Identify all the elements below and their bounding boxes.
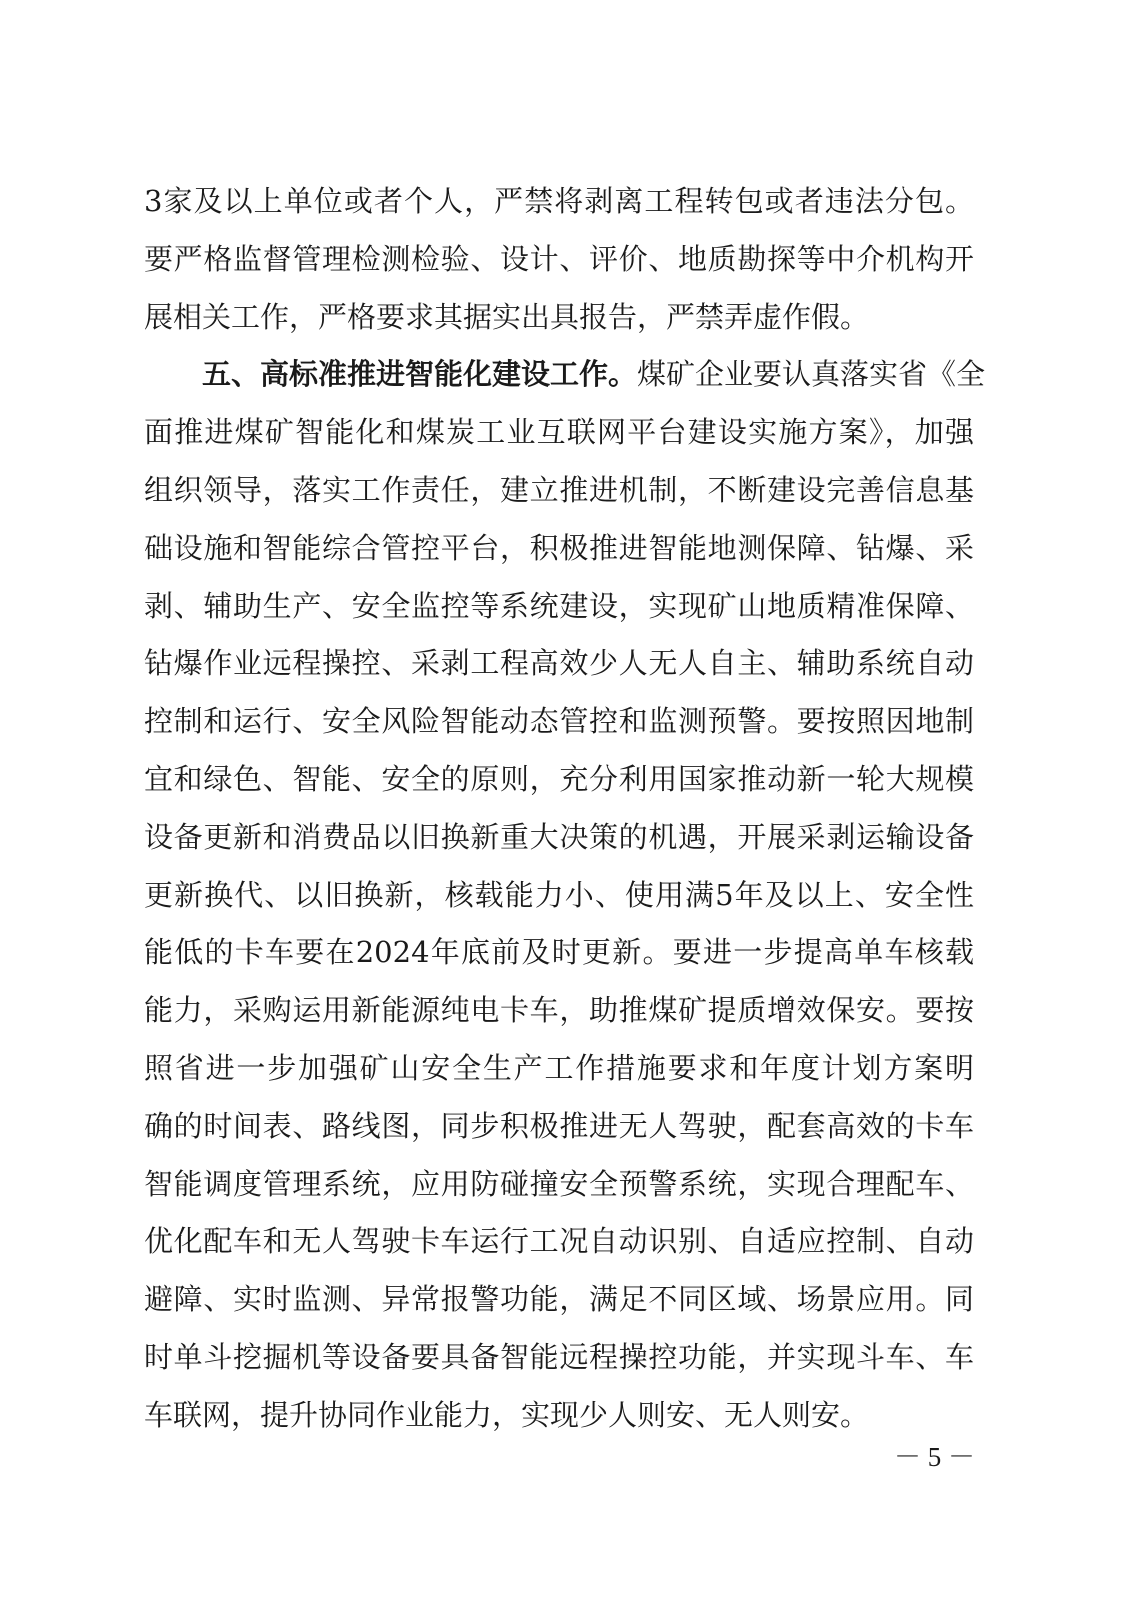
text-line: 设备更新和消费品以旧换新重大决策的机遇，开展采剥运输设备	[144, 819, 974, 854]
text-line: 避障、实时监测、异常报警功能，满足不同区域、场景应用。同	[144, 1282, 974, 1317]
text-line: 能低的卡车要在2024年底前及时更新。要进一步提高单车核载	[144, 935, 974, 970]
text-line: 更新换代、以旧换新，核载能力小、使用满5年及以上、安全性	[144, 877, 974, 912]
text-line: 能力，采购运用新能源纯电卡车，助推煤矿提质增效保安。要按	[144, 993, 974, 1028]
text-line: 剥、辅助生产、安全监控等系统建设，实现矿山地质精准保障、	[144, 588, 974, 623]
text-line: 宜和绿色、智能、安全的原则，充分利用国家推动新一轮大规模	[144, 761, 974, 796]
page-number: － 5 －	[894, 1442, 975, 1472]
text-line: 面推进煤矿智能化和煤炭工业互联网平台建设实施方案》，加强	[144, 415, 974, 450]
paragraph-continuation	[144, 179, 974, 352]
text-line-with-heading	[144, 352, 986, 410]
text-line: 要严格监督管理检测检验、设计、评价、地质勘探等中介机构开	[144, 241, 974, 276]
text-line: 控制和运行、安全风险智能动态管控和监测预警。要按照因地制	[144, 704, 974, 739]
text-line: 础设施和智能综合管控平台，积极推进智能地测保障、钻爆、采	[144, 530, 974, 565]
heading-line-text: 煤矿企业要认真落实省《全	[637, 357, 986, 392]
text-line: 照省进一步加强矿山安全生产工作措施要求和年度计划方案明	[144, 1050, 974, 1085]
paragraph-smart-construction	[144, 352, 986, 1450]
text-line: 3家及以上单位或者个人，严禁将剥离工程转包或者违法分包。	[144, 184, 974, 218]
text-line: 组织领导，落实工作责任，建立推进机制，不断建设完善信息基	[144, 472, 974, 507]
section-heading: 五、高标准推进智能化建设工作。	[202, 357, 638, 392]
text-line: 确的时间表、路线图，同步积极推进无人驾驶，配套高效的卡车	[144, 1108, 974, 1143]
text-line: 时单斗挖掘机等设备要具备智能远程操控功能，并实现斗车、车	[144, 1339, 974, 1374]
body-text	[144, 179, 986, 1451]
text-line: 车联网，提升协同作业能力，实现少人则安、无人则安。	[144, 1397, 870, 1432]
text-line: 展相关工作，严格要求其据实出具报告，严禁弄虚作假。	[144, 299, 870, 334]
text-line: 钻爆作业远程操控、采剥工程高效少人无人自主、辅助系统自动	[144, 646, 974, 681]
text-line: 智能调度管理系统，应用防碰撞安全预警系统，实现合理配车、	[144, 1166, 974, 1201]
text-line: 优化配车和无人驾驶卡车运行工况自动识别、自适应控制、自动	[144, 1224, 974, 1259]
